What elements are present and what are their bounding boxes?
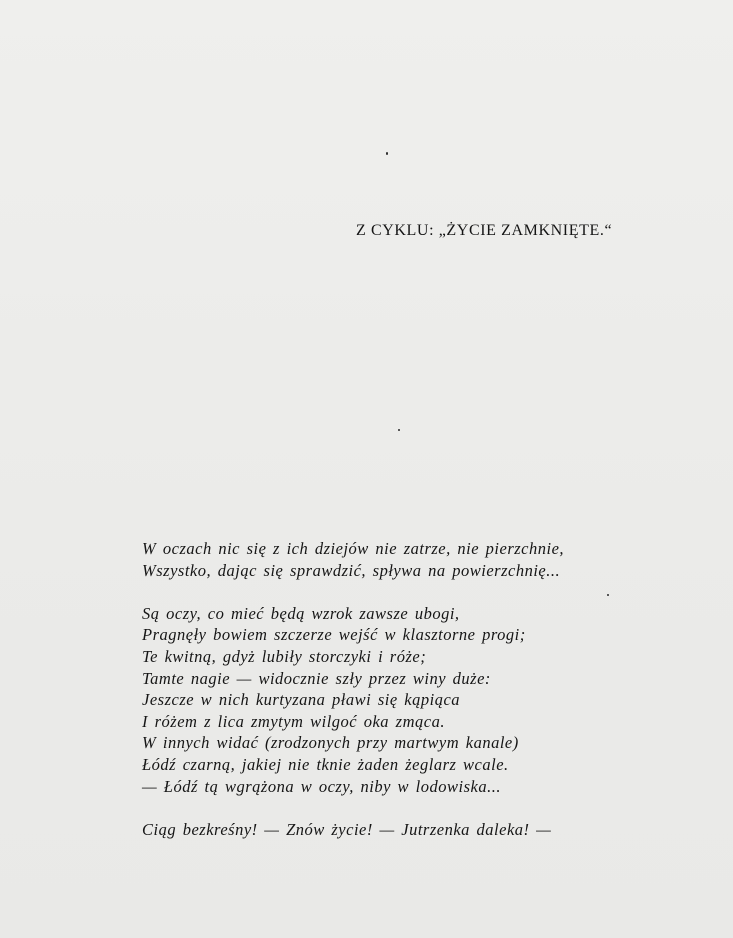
poem-line: Wszystko, dając się sprawdzić, spływa na powierzchnię... xyxy=(142,560,561,580)
poem-line: Tamte nagie — widocznie szły przez winy duże: xyxy=(142,668,491,688)
poem-line: W innych widać (zrodzonych przy martwym kanale) xyxy=(142,733,519,753)
poem xyxy=(142,538,622,862)
ink-speck xyxy=(398,429,400,431)
poem-line: Jeszcze w nich kurtyzana pławi się kąpiąca xyxy=(142,690,461,710)
section-title: Z CYKLU: „ŻYCIE ZAMKNIĘTE.“ xyxy=(356,222,613,239)
poem-stanza xyxy=(142,538,622,581)
poem-line: Te kwitną, gdyż lubiły storczyki i róże; xyxy=(142,646,427,666)
poem-line: Są oczy, co mieć będą wzrok zawsze ubogi, xyxy=(142,603,460,623)
poem-line: Łódź czarną, jakiej nie tknie żaden żeglarz wcale. xyxy=(142,754,509,774)
poem-line: I różem z lica zmytym wilgoć oka zmąca. xyxy=(142,711,445,731)
poem-line: W oczach nic się z ich dziejów nie zatrze, nie pierzchnie, xyxy=(142,539,565,558)
poem-line: Pragnęły bowiem szczerze wejść w klasztorne progi; xyxy=(142,625,526,645)
poem-stanza xyxy=(142,819,622,841)
poem-line: — Łódź tą wgrążona w oczy, niby w lodowiska... xyxy=(142,776,501,796)
poem-line: Ciąg bezkreśny! — Znów życie! — Jutrzenka daleka! — xyxy=(142,819,552,839)
poem-stanza xyxy=(142,603,622,797)
ink-speck xyxy=(386,152,388,155)
